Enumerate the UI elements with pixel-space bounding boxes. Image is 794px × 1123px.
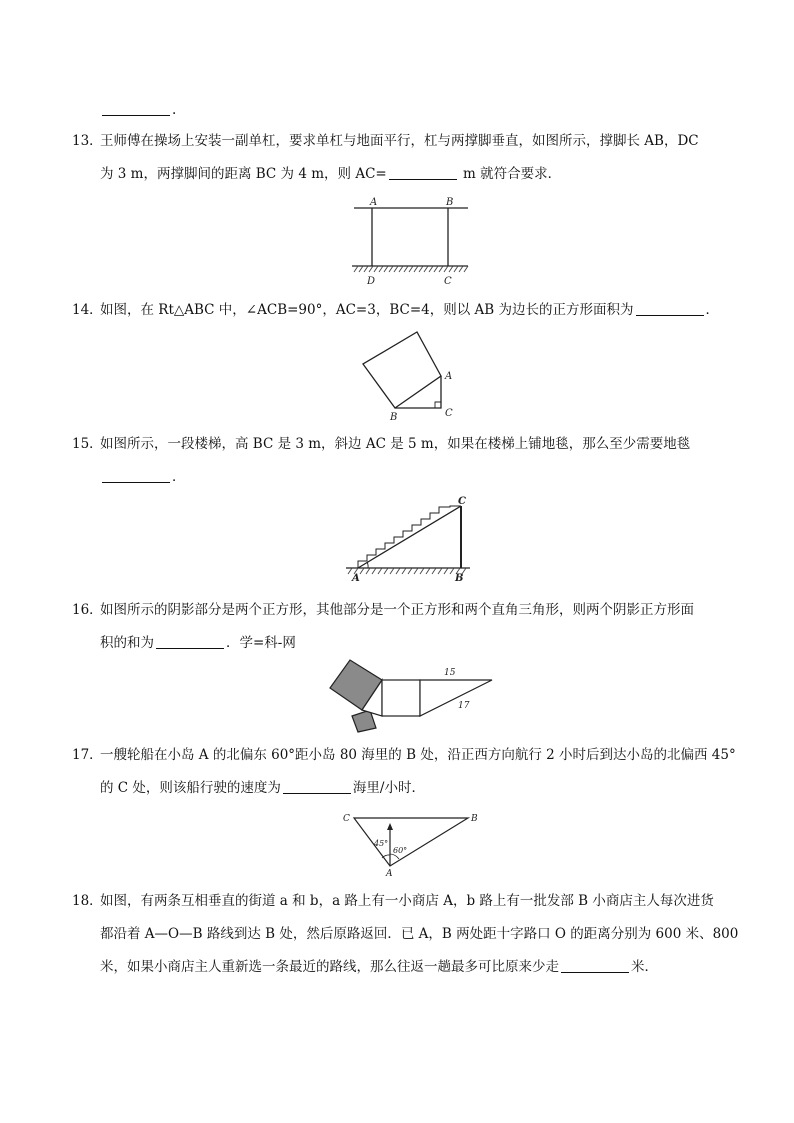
answer-blank[interactable]: [156, 634, 224, 649]
q16-label-15: 15: [444, 668, 456, 678]
q17-number: 17．: [72, 747, 103, 763]
q17-label-A: A: [386, 869, 393, 878]
q18-text-line3: 米，如果小商店主人重新选一条最近的路线，那么往返一趟最多可比原来少走 米．: [100, 959, 658, 975]
answer-blank[interactable]: [389, 165, 457, 180]
answer-blank[interactable]: [102, 468, 170, 483]
answer-blank[interactable]: [102, 101, 170, 116]
answer-blank[interactable]: [283, 779, 351, 794]
q14-triangle-square-figure: [355, 330, 465, 422]
q16-number: 16．: [72, 602, 103, 618]
q17-angle-45: 45°: [374, 839, 389, 848]
q14-number: 14．: [72, 302, 103, 318]
q15-label-C: C: [458, 496, 466, 507]
q15-label-A: A: [352, 573, 360, 584]
q14-label-B: B: [390, 412, 398, 422]
q13-horizontal-bar-figure: [340, 194, 480, 288]
q16-text-line1: 如图所示的阴影部分是两个正方形，其他部分是一个正方形和两个直角三角形，则两个阴影正方形面: [100, 602, 694, 618]
q16-text-line2: 积的和为 ．学=科-网: [100, 635, 296, 651]
q14-label-C: C: [445, 408, 453, 419]
q16-label-17: 17: [458, 701, 470, 711]
q17-label-C: C: [343, 814, 350, 824]
q15-label-B: B: [455, 573, 464, 584]
q15-text-line1: 如图所示，一段楼梯，高 BC 是 3 m，斜边 AC 是 5 m，如果在楼梯上铺地毯，那么至少需要地毯: [100, 436, 691, 452]
q17-label-B: B: [471, 814, 478, 824]
q15-text-line2: ．: [100, 467, 186, 487]
q18-text-line1: 如图，有两条互相垂直的街道 a 和 b，a 路上有一小商店 A，b 路上有一批发部 B 小商店主人每次进货: [100, 893, 714, 909]
q18-number: 18．: [72, 893, 103, 909]
q17-text-line2: 的 C 处，则该船行驶的速度为 海里/小时．: [100, 780, 425, 796]
q14-text-line1: 如图，在 Rt△ABC 中，∠ACB=90°，AC=3，BC=4，则以 AB 为边长的正方形面积为 ．: [100, 302, 719, 318]
q17-text-line1: 一艘轮船在小岛 A 的北偏东 60°距小岛 80 海里的 B 处，沿正西方向航行 2 小时后到达小岛的北偏西 45°: [100, 747, 736, 763]
q13-text-line2: 为 3 m，两撑脚间的距离 BC 为 4 m，则 AC= m 就符合要求．: [100, 166, 562, 182]
q13-label-C: C: [444, 276, 452, 287]
q13-label-B: B: [446, 197, 454, 208]
prev-answer-line: .: [100, 100, 176, 120]
q13-label-D: D: [367, 276, 376, 287]
q15-number: 15．: [72, 436, 103, 452]
q15-staircase-figure: [340, 492, 480, 584]
answer-blank[interactable]: [636, 301, 704, 316]
q17-angle-60: 60°: [393, 846, 408, 855]
q17-navigation-figure: [336, 808, 486, 878]
answer-blank[interactable]: [561, 958, 629, 973]
q14-label-A: A: [445, 371, 453, 382]
q13-label-A: A: [370, 197, 378, 208]
q18-text-line2: 都沿着 A—O—B 路线到达 B 处，然后原路返回．已 A，B 两处距十字路口 O 的距离分别为 600 米、800: [100, 926, 739, 942]
q13-number: 13．: [72, 133, 103, 149]
q16-shaded-squares-figure: [328, 658, 498, 734]
q13-text-line1: 王师傅在操场上安装一副单杠，要求单杠与地面平行，杠与两撑脚垂直，如图所示，撑脚长 AB，DC: [100, 133, 699, 149]
